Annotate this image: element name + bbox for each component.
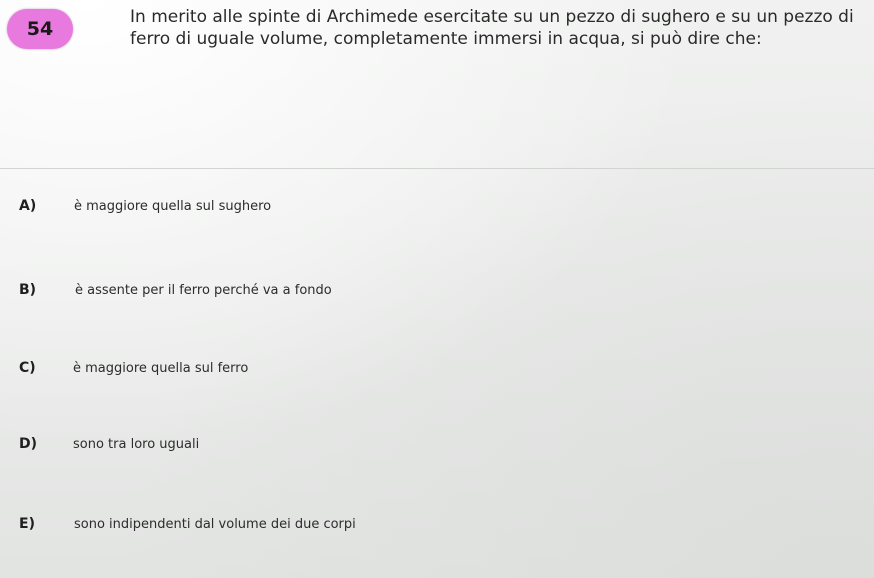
answer-option-e[interactable] (0, 516, 874, 540)
question-text: In merito alle spinte di Archimede esercitate su un pezzo di sughero e su un pezzo di ferro di uguale volume, completamente immersi in acqua, si può dire che: (130, 7, 854, 49)
option-text: sono tra loro uguali (73, 437, 200, 452)
answer-option-a[interactable] (0, 198, 874, 222)
option-letter: B) (19, 282, 37, 298)
option-letter: A) (19, 198, 37, 214)
option-text: sono indipendenti dal volume dei due corpi (74, 517, 356, 532)
divider (0, 168, 874, 169)
answer-option-c[interactable] (0, 360, 874, 384)
option-text: è maggiore quella sul sughero (74, 199, 272, 214)
option-letter: C) (19, 360, 36, 376)
option-text: è assente per il ferro perché va a fondo (75, 283, 332, 298)
question-number-badge: 54 (7, 9, 73, 49)
answer-option-b[interactable] (0, 282, 874, 306)
option-letter: D) (19, 436, 38, 452)
answer-option-d[interactable] (0, 436, 874, 460)
option-text: è maggiore quella sul ferro (73, 361, 249, 376)
option-letter: E) (19, 516, 35, 532)
